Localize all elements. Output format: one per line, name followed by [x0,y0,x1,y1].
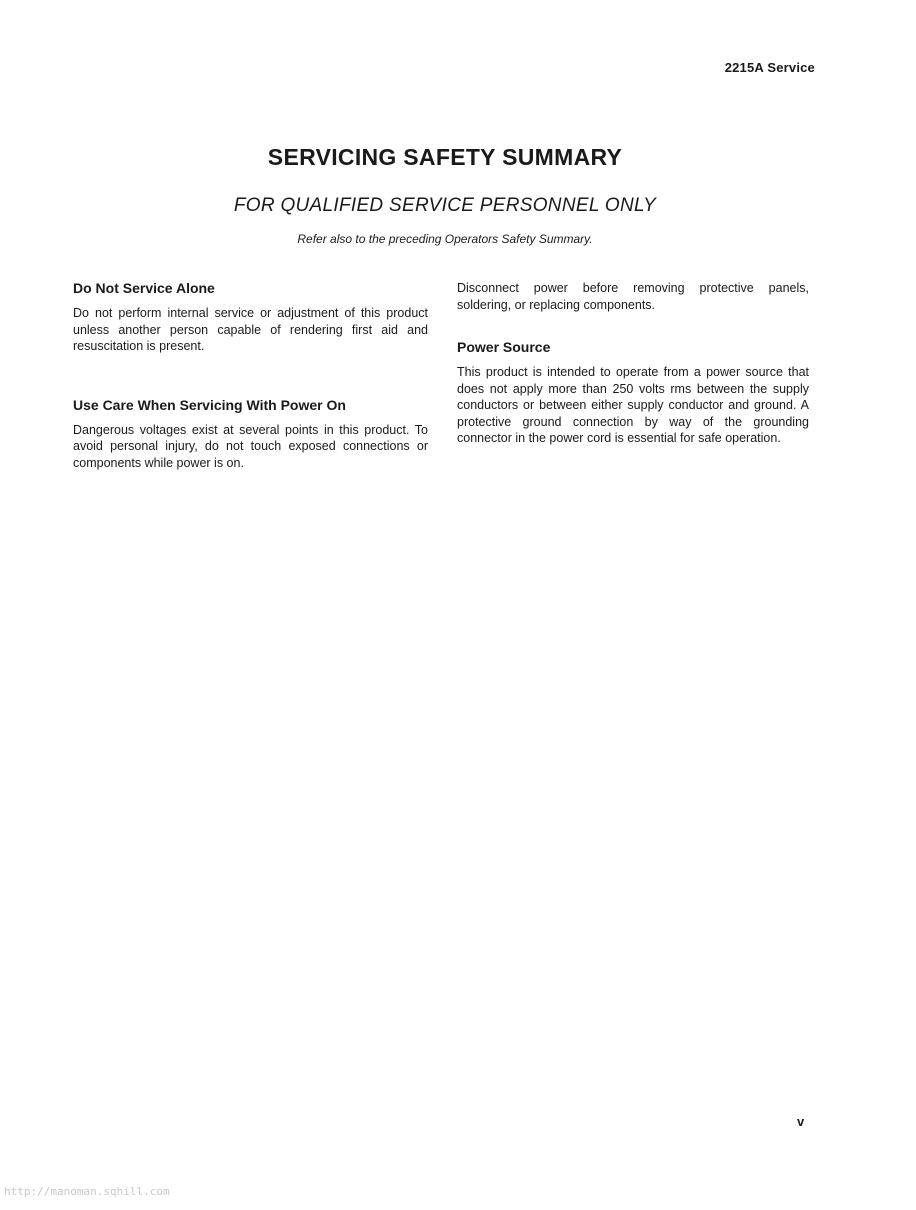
right-column [457,280,809,447]
page-title: SERVICING SAFETY SUMMARY [267,144,623,170]
left-column [73,280,428,471]
disconnect-power-paragraph: Disconnect power before removing protective panels, soldering, or replacing components. [457,281,809,312]
section-body-power-source: This product is intended to operate from a power source that does not apply more than 250 volts rms between the supply conductors or between either supply conductor and ground. A protective ground connection by way of the grounding connector in the power cord is essential for safe operation. [457,365,809,445]
watermark-url: http://manoman.sqhill.com [4,1185,170,1198]
section-body-do-not-service-alone: Do not perform internal service or adjustment of this product unless another person capable of rendering first aid and resuscitation is present. [73,306,428,353]
section-heading-power-source: Power Source [457,339,551,355]
section-heading-power-on: Use Care When Servicing With Power On [73,396,346,413]
section-heading-do-not-service-alone: Do Not Service Alone [73,280,215,296]
page-subtitle: FOR QUALIFIED SERVICE PERSONNEL ONLY [233,195,657,216]
page-number: v [797,1114,805,1129]
refer-note: Refer also to the preceding Operators Safety Summary. [297,232,593,246]
document-label: 2215A Service [724,60,815,75]
section-body-power-on: Dangerous voltages exist at several points in this product. To avoid personal injury, do not touch exposed connections or components while power is on. [73,422,428,470]
